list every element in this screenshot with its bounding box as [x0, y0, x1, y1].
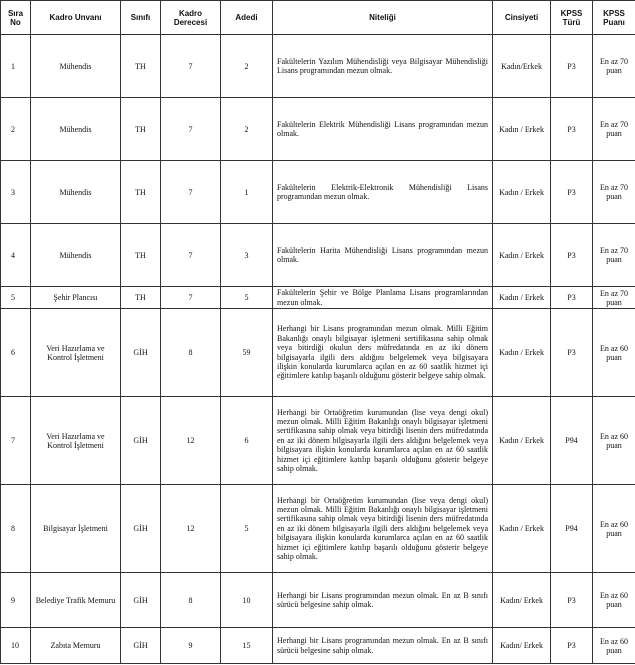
cell-sira: 6 [1, 309, 31, 397]
cell-adet: 6 [221, 397, 273, 485]
cell-cinsiyet: Kadın / Erkek [493, 287, 551, 309]
cell-kadro: Zabıta Memuru [31, 628, 121, 664]
cell-cinsiyet: Kadın/ Erkek [493, 628, 551, 664]
cell-derece: 7 [161, 224, 221, 287]
header-kpss-puani: KPSS Puanı [593, 1, 635, 35]
header-kadro-derecesi: Kadro Derecesi [161, 1, 221, 35]
header-cinsiyeti: Cinsiyeti [493, 1, 551, 35]
cell-sinif: TH [121, 35, 161, 98]
table-row [1, 287, 635, 309]
cell-sira: 7 [1, 397, 31, 485]
cell-kpss-puani: En az 60 puan [593, 573, 635, 628]
cell-kpss-puani: En az 70 puan [593, 161, 635, 224]
table-row [1, 573, 635, 628]
cell-kpss-puani: En az 70 puan [593, 224, 635, 287]
cell-sinif: GİH [121, 485, 161, 573]
cell-kpss-puani: En az 60 puan [593, 397, 635, 485]
cell-nitelik: Fakültelerin Harita Mühendisliği Lisans programından mezun olmak. [273, 224, 493, 287]
cell-derece: 8 [161, 309, 221, 397]
cell-derece: 12 [161, 485, 221, 573]
cell-cinsiyet: Kadın / Erkek [493, 397, 551, 485]
cell-nitelik: Herhangi bir Ortaöğretim kurumundan (lise veya dengi okul) mezun olmak. Milli Eğitim Bakanlığı onaylı bilgisayar işletmeni sertifikasına sahip olmak veya bitirdiği lisenin ders müfredatında en az iki dönem bilgisayarla ilgili ders aldığını belgelemek veya bilgisayara ilişkin konularda kurumlarca açılan en az 60 saatlik hizmet içi eğitimlere katılıp başarılı olduğunu gösterir belgeye sahip olmak. [273, 485, 493, 573]
cell-sinif: GİH [121, 573, 161, 628]
cell-kpss-turu: P3 [551, 287, 593, 309]
header-kadro-unvani: Kadro Unvanı [31, 1, 121, 35]
cell-nitelik: Fakültelerin Elektrik-Elektronik Mühendisliği Lisans programından mezun olmak. [273, 161, 493, 224]
cell-sinif: TH [121, 98, 161, 161]
cell-derece: 7 [161, 35, 221, 98]
cell-kpss-turu: P94 [551, 485, 593, 573]
cell-kadro: Bilgisayar İşletmeni [31, 485, 121, 573]
cell-kpss-turu: P3 [551, 161, 593, 224]
cell-kpss-turu: P3 [551, 35, 593, 98]
cell-cinsiyet: Kadın / Erkek [493, 98, 551, 161]
cell-kpss-turu: P3 [551, 98, 593, 161]
cell-cinsiyet: Kadın/Erkek [493, 35, 551, 98]
cell-adet: 5 [221, 287, 273, 309]
cell-adet: 2 [221, 35, 273, 98]
cell-sira: 1 [1, 35, 31, 98]
cell-kadro: Mühendis [31, 35, 121, 98]
cell-derece: 8 [161, 573, 221, 628]
cell-adet: 2 [221, 98, 273, 161]
cell-sira: 2 [1, 98, 31, 161]
cell-kadro: Mühendis [31, 98, 121, 161]
cell-adet: 1 [221, 161, 273, 224]
table-row [1, 485, 635, 573]
table-row [1, 98, 635, 161]
cell-sinif: GİH [121, 397, 161, 485]
cell-nitelik: Herhangi bir Lisans programından mezun olmak. En az B sınıfı sürücü belgesine sahip olmak. [273, 573, 493, 628]
cell-cinsiyet: Kadın / Erkek [493, 161, 551, 224]
table-row [1, 397, 635, 485]
cell-nitelik: Fakültelerin Yazılım Mühendisliği veya Bilgisayar Mühendisliği Lisans programından mezun olmak. [273, 35, 493, 98]
cell-kpss-turu: P3 [551, 628, 593, 664]
cell-adet: 3 [221, 224, 273, 287]
cell-nitelik: Herhangi bir Lisans programından mezun olmak. En az B sınıfı sürücü belgesine sahip olmak. [273, 628, 493, 664]
table-row [1, 224, 635, 287]
header-niteligi: Niteliği [273, 1, 493, 35]
cell-kpss-puani: En az 70 puan [593, 98, 635, 161]
cell-kpss-puani: En az 60 puan [593, 628, 635, 664]
cell-cinsiyet: Kadın / Erkek [493, 224, 551, 287]
cell-kpss-puani: En az 60 puan [593, 309, 635, 397]
header-sira: Sıra No [1, 1, 31, 35]
cell-sinif: TH [121, 161, 161, 224]
table-row [1, 161, 635, 224]
cell-adet: 5 [221, 485, 273, 573]
cell-kpss-turu: P3 [551, 309, 593, 397]
cell-derece: 9 [161, 628, 221, 664]
cell-kpss-turu: P94 [551, 397, 593, 485]
table-row [1, 309, 635, 397]
cell-nitelik: Fakültelerin Şehir ve Bölge Planlama Lisans programlarından mezun olmak. [273, 287, 493, 309]
cell-sinif: GİH [121, 309, 161, 397]
cell-kpss-puani: En az 60 puan [593, 485, 635, 573]
cell-kadro: Veri Hazırlama ve Kontrol İşletmeni [31, 309, 121, 397]
cell-kadro: Mühendis [31, 224, 121, 287]
cell-kpss-turu: P3 [551, 573, 593, 628]
cell-kadro: Mühendis [31, 161, 121, 224]
cell-adet: 10 [221, 573, 273, 628]
cell-sinif: TH [121, 224, 161, 287]
header-row [1, 1, 635, 35]
cell-derece: 7 [161, 161, 221, 224]
cell-nitelik: Fakültelerin Elektrik Mühendisliği Lisans programından mezun olmak. [273, 98, 493, 161]
cell-kadro: Şehir Plancısı [31, 287, 121, 309]
cell-nitelik: Herhangi bir Lisans programından mezun olmak. Milli Eğitim Bakanlığı onaylı bilgisayar işletmeni sertifikasına sahip olmak veya bitirdiği okulun ders müfredatında en az iki dönem bilgisayarla ilgili ders aldığını belgelemek veya bilgisayara ilişkin konularda kurumlarca açılan en az 60 saatlik hizmet içi eğitimlere katılıp başarılı olduğunu gösterir belgeye sahip olmak. [273, 309, 493, 397]
header-sinifi: Sınıfı [121, 1, 161, 35]
cell-sinif: GİH [121, 628, 161, 664]
cell-kpss-turu: P3 [551, 224, 593, 287]
header-kpss-turu: KPSS Türü [551, 1, 593, 35]
cell-derece: 7 [161, 98, 221, 161]
table-row [1, 628, 635, 664]
cell-adet: 15 [221, 628, 273, 664]
cell-sinif: TH [121, 287, 161, 309]
cell-nitelik: Herhangi bir Ortaöğretim kurumundan (lise veya dengi okul) mezun olmak. Milli Eğitim Bakanlığı onaylı bilgisayar işletmeni sertifikasına sahip olmak veya bitirdiği lisenin ders müfredatında en az iki dönem bilgisayarla ilgili ders aldığını belgelemek veya bilgisayara ilişkin konularda kurumlarca açılan en az 60 saatlik hizmet içi eğitimlere katılıp başarılı olduğunu gösterir belgeye sahip olmak. [273, 397, 493, 485]
cell-sira: 10 [1, 628, 31, 664]
cell-adet: 59 [221, 309, 273, 397]
cell-cinsiyet: Kadın / Erkek [493, 485, 551, 573]
cell-sira: 8 [1, 485, 31, 573]
cell-kpss-puani: En az 70 puan [593, 35, 635, 98]
cell-derece: 12 [161, 397, 221, 485]
cell-kadro: Belediye Trafik Memuru [31, 573, 121, 628]
cell-sira: 4 [1, 224, 31, 287]
header-adedi: Adedi [221, 1, 273, 35]
table-row [1, 35, 635, 98]
cell-cinsiyet: Kadın/ Erkek [493, 573, 551, 628]
cell-kpss-puani: En az 70 puan [593, 287, 635, 309]
cell-sira: 3 [1, 161, 31, 224]
cell-sira: 5 [1, 287, 31, 309]
cell-kadro: Veri Hazırlama ve Kontrol İşletmeni [31, 397, 121, 485]
cell-sira: 9 [1, 573, 31, 628]
cell-cinsiyet: Kadın / Erkek [493, 309, 551, 397]
cell-derece: 7 [161, 287, 221, 309]
